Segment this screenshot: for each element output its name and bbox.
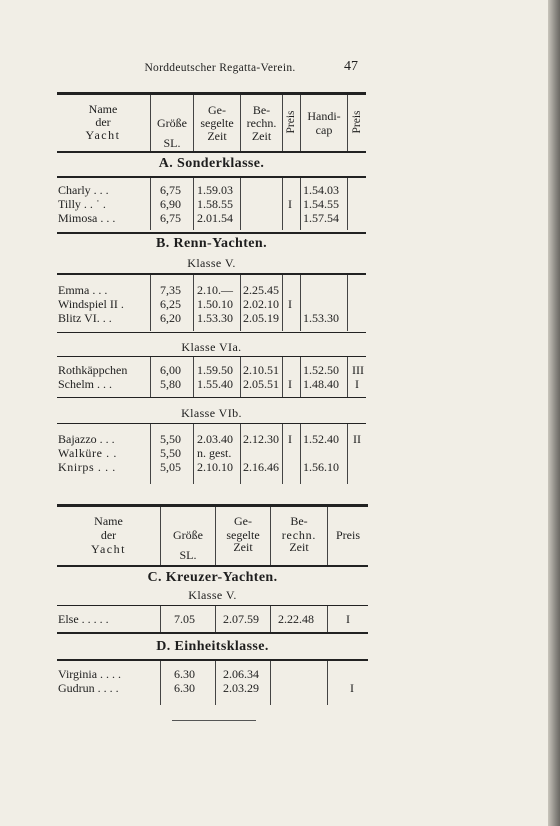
handicap-time: 1.56.10 bbox=[303, 460, 339, 474]
sailed-time: 1.53.30 bbox=[197, 311, 233, 325]
col-rule bbox=[240, 275, 241, 331]
col-rule bbox=[282, 95, 283, 151]
section-title-c: C. Kreuzer-Yachten. bbox=[147, 570, 278, 585]
rule bbox=[57, 397, 366, 398]
col-rule bbox=[282, 357, 283, 397]
col-rule bbox=[300, 357, 301, 397]
table1-header-rule bbox=[57, 151, 366, 153]
computed-time: 2.05.19 bbox=[243, 311, 279, 325]
handicap-time: 1.52.50 bbox=[303, 363, 339, 377]
prize-value: I bbox=[350, 681, 354, 695]
size-value: 6,00 bbox=[160, 363, 181, 377]
yacht-name: Else . . . . . bbox=[58, 612, 109, 626]
size-value: 6,20 bbox=[160, 311, 181, 325]
klasse-label: Klasse V. bbox=[187, 256, 236, 270]
col-rule bbox=[150, 357, 151, 397]
computed-time: 2.12.30 bbox=[243, 432, 279, 446]
rule bbox=[57, 423, 366, 424]
sailed-time: 2.10.— bbox=[197, 283, 233, 297]
table1-top-rule bbox=[57, 92, 366, 95]
col-rule bbox=[240, 178, 241, 230]
col-rule bbox=[347, 178, 348, 230]
size-value: 5,50 bbox=[160, 446, 181, 460]
sailed-time: 2.03.29 bbox=[223, 681, 259, 695]
col-rule bbox=[215, 661, 216, 705]
yacht-name: Bajazzo . . . bbox=[58, 432, 115, 446]
computed-time: 2.25.45 bbox=[243, 283, 279, 297]
header-text: Ge- bbox=[234, 514, 252, 528]
rule bbox=[57, 659, 368, 661]
sailed-time: 2.06.34 bbox=[223, 667, 259, 681]
col-rule bbox=[300, 275, 301, 331]
header-text: rechn. bbox=[281, 528, 317, 542]
sailed-time: 1.58.55 bbox=[197, 197, 233, 211]
handicap-time: 1.54.03 bbox=[303, 183, 339, 197]
prize-value: I bbox=[355, 377, 359, 391]
prize-value: I bbox=[288, 197, 292, 211]
header-text: segelte bbox=[226, 528, 260, 542]
col-rule bbox=[160, 661, 161, 705]
sailed-time: n. gest. bbox=[197, 446, 232, 460]
sailed-time: 1.50.10 bbox=[197, 297, 233, 311]
prize-value: I bbox=[288, 432, 292, 446]
col-rule bbox=[193, 275, 194, 331]
col-rule bbox=[270, 661, 271, 705]
col-rule bbox=[150, 424, 151, 484]
header-text: Name bbox=[94, 514, 123, 528]
sailed-time: 2.03.40 bbox=[197, 432, 233, 446]
col-rule bbox=[282, 275, 283, 331]
handicap-time: 1.52.40 bbox=[303, 432, 339, 446]
col-rule bbox=[300, 178, 301, 230]
klasse-label: Klasse VIb. bbox=[181, 406, 242, 420]
yacht-name: Schelm . . . bbox=[58, 377, 112, 391]
prize-value: III bbox=[352, 363, 364, 377]
yacht-name: Walküre . . bbox=[58, 446, 117, 460]
col-rule bbox=[300, 424, 301, 484]
header-text: Zeit bbox=[251, 129, 272, 143]
computed-time: 2.22.48 bbox=[278, 612, 314, 626]
header-text: SL. bbox=[179, 548, 197, 562]
col-rule bbox=[240, 424, 241, 484]
sailed-time: 1.55.40 bbox=[197, 377, 233, 391]
book-spine-shadow bbox=[548, 0, 560, 826]
col-rule bbox=[347, 95, 348, 151]
header-text: SL. bbox=[163, 136, 181, 150]
col-rule bbox=[282, 424, 283, 484]
end-rule bbox=[172, 720, 256, 721]
col-rule bbox=[347, 357, 348, 397]
table1-header-preis-2: Preis bbox=[351, 110, 363, 134]
header-text: Zeit bbox=[233, 540, 253, 554]
size-value: 5,80 bbox=[160, 377, 181, 391]
size-value: 7,35 bbox=[160, 283, 181, 297]
sailed-time: 1.59.03 bbox=[197, 183, 233, 197]
handicap-time: 1.48.40 bbox=[303, 377, 339, 391]
size-value: 6,75 bbox=[160, 183, 181, 197]
section-title-d: D. Einheitsklasse. bbox=[156, 639, 269, 654]
sailed-time: 1.59.50 bbox=[197, 363, 233, 377]
header-text: Größe bbox=[173, 528, 203, 542]
handicap-time: 1.53.30 bbox=[303, 311, 339, 325]
yacht-name: Rothkäppchen bbox=[58, 363, 128, 377]
yacht-name: Charly . . . bbox=[58, 183, 109, 197]
header-text: rechn. bbox=[246, 116, 277, 130]
header-text: segelte bbox=[200, 116, 234, 130]
klasse-label: Klasse VIa. bbox=[181, 340, 242, 354]
size-value: 5,50 bbox=[160, 432, 181, 446]
yacht-name: Gudrun . . . . bbox=[58, 681, 119, 695]
prize-value: I bbox=[288, 377, 292, 391]
header-text: Größe bbox=[157, 116, 187, 130]
yacht-name: Mimosa . . . bbox=[58, 211, 116, 225]
col-rule bbox=[240, 357, 241, 397]
col-rule bbox=[347, 275, 348, 331]
handicap-time: 1.54.55 bbox=[303, 197, 339, 211]
header-text: Zeit bbox=[289, 540, 309, 554]
computed-time: 2.05.51 bbox=[243, 377, 279, 391]
col-rule bbox=[327, 606, 328, 632]
size-value: 6.30 bbox=[174, 667, 195, 681]
yacht-name: Virginia . . . . bbox=[58, 667, 122, 681]
klasse-label: Klasse V. bbox=[188, 588, 237, 602]
rule bbox=[57, 605, 368, 606]
size-value: 6,90 bbox=[160, 197, 181, 211]
col-rule bbox=[347, 424, 348, 484]
header-text: Name bbox=[88, 102, 118, 116]
yacht-name: Knirps . . . bbox=[58, 460, 116, 474]
header-text: Be- bbox=[290, 514, 308, 528]
col-rule bbox=[150, 178, 151, 230]
prize-value: II bbox=[353, 432, 361, 446]
prize-value: I bbox=[288, 297, 292, 311]
col-rule bbox=[270, 606, 271, 632]
prize-value: I bbox=[346, 612, 350, 626]
col-rule bbox=[193, 357, 194, 397]
table2-header-rule bbox=[57, 565, 368, 567]
header-text: Yacht bbox=[91, 542, 126, 556]
rule bbox=[57, 356, 366, 357]
size-value: 6,75 bbox=[160, 211, 181, 225]
col-rule bbox=[215, 606, 216, 632]
yacht-name: Emma . . . bbox=[58, 283, 108, 297]
computed-time: 2.10.51 bbox=[243, 363, 279, 377]
rule bbox=[57, 176, 366, 178]
size-value: 5,05 bbox=[160, 460, 181, 474]
section-title-a: A. Sonderklasse. bbox=[158, 156, 265, 171]
col-rule bbox=[282, 178, 283, 230]
col-rule bbox=[193, 178, 194, 230]
sailed-time: 2.01.54 bbox=[197, 211, 233, 225]
yacht-name: Blitz VI. . . bbox=[58, 311, 112, 325]
header-text: Zeit bbox=[207, 129, 227, 143]
table2-header-preis: Preis bbox=[336, 528, 360, 542]
sailed-time: 2.10.10 bbox=[197, 460, 233, 474]
header-text: Yacht bbox=[85, 128, 121, 142]
size-value: 7.05 bbox=[174, 612, 195, 626]
header-text: der bbox=[100, 528, 117, 542]
size-value: 6.30 bbox=[174, 681, 195, 695]
section-title-b: B. Renn-Yachten. bbox=[155, 236, 268, 251]
rule bbox=[57, 273, 366, 275]
col-rule bbox=[193, 424, 194, 484]
header-text: Ge- bbox=[208, 103, 226, 117]
running-head: Norddeutscher Regatta-Verein. bbox=[144, 62, 296, 74]
rule bbox=[57, 232, 366, 234]
col-rule bbox=[327, 661, 328, 705]
header-text: der bbox=[95, 115, 111, 129]
yacht-name: Windspiel II . bbox=[58, 297, 124, 311]
header-text: Handi- bbox=[307, 109, 341, 123]
rule bbox=[57, 632, 368, 634]
handicap-time: 1.57.54 bbox=[303, 211, 339, 225]
header-text: cap bbox=[315, 123, 333, 137]
yacht-name: Tilly . . ˙ . bbox=[58, 197, 106, 211]
col-rule bbox=[300, 95, 301, 151]
col-rule bbox=[150, 275, 151, 331]
page-number: 47 bbox=[344, 59, 358, 74]
sailed-time: 2.07.59 bbox=[223, 612, 259, 626]
computed-time: 2.16.46 bbox=[243, 460, 279, 474]
rule bbox=[57, 332, 366, 333]
computed-time: 2.02.10 bbox=[243, 297, 279, 311]
table2-top-rule bbox=[57, 504, 368, 507]
header-text: Be- bbox=[252, 103, 271, 117]
size-value: 6,25 bbox=[160, 297, 181, 311]
table1-header-preis-1: Preis bbox=[285, 110, 297, 134]
col-rule bbox=[160, 606, 161, 632]
